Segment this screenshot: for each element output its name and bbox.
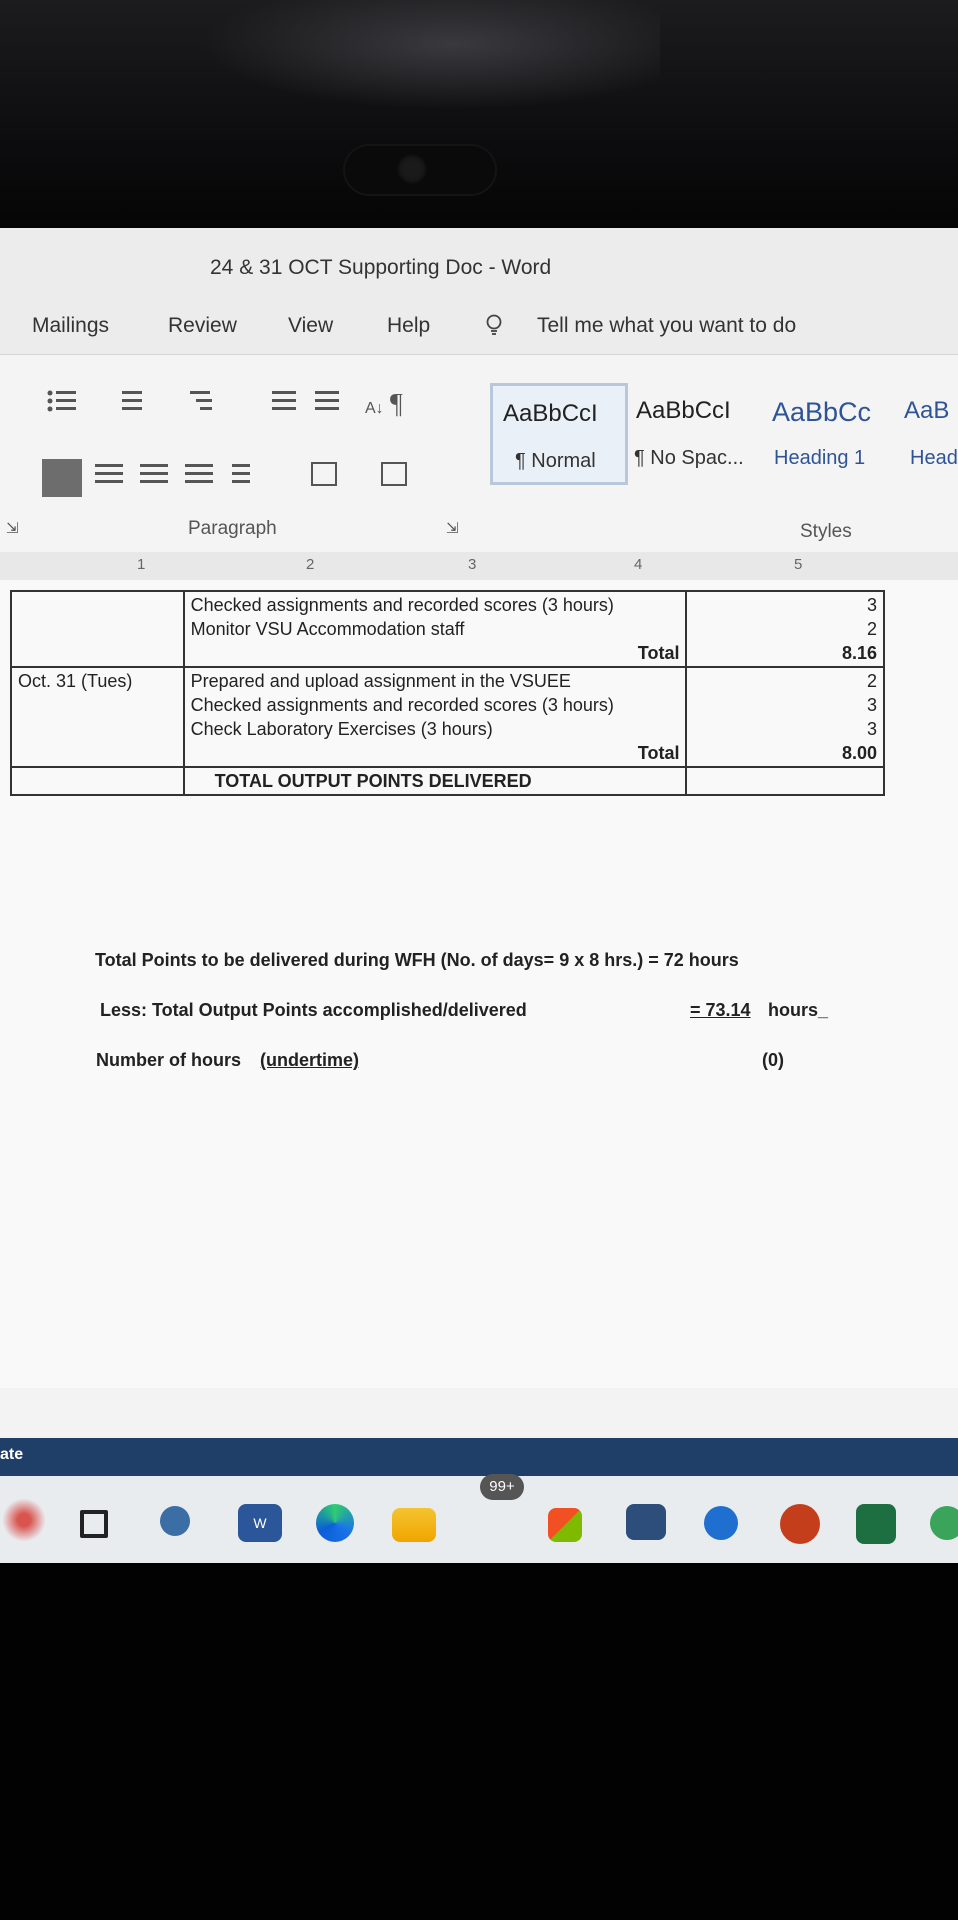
taskbar [0, 1476, 958, 1563]
menu-bar [0, 298, 958, 355]
font-launcher-icon[interactable]: ⇲ [6, 520, 19, 537]
styles-group-label: Styles [800, 521, 852, 542]
window-title: 24 & 31 OCT Supporting Doc - Word [210, 256, 552, 279]
summary-less-label: Less: Total Output Points accomplished/delivered [100, 1000, 527, 1020]
table-row [11, 591, 884, 667]
laptop-bezel-bottom [0, 1563, 958, 1920]
powerpoint-icon[interactable] [780, 1504, 820, 1544]
summary-hours-label: Number of hours [96, 1050, 242, 1070]
edge-icon[interactable] [316, 1504, 354, 1542]
summary-undertime-link: (undertime) [260, 1050, 359, 1070]
word-icon[interactable]: W [238, 1504, 282, 1542]
menu-mailings[interactable]: Mailings [32, 314, 110, 337]
table-row [11, 667, 884, 767]
paragraph-group-label: Paragraph [188, 518, 277, 539]
date-cell [11, 591, 184, 667]
chrome-icon[interactable] [930, 1506, 958, 1540]
webcam [345, 146, 495, 194]
table-row-grand-total: TOTAL OUTPUT POINTS DELIVERED [11, 767, 884, 795]
menu-help[interactable]: Help [387, 314, 431, 337]
menu-review[interactable]: Review [168, 314, 237, 337]
excel-icon[interactable] [856, 1504, 896, 1544]
summary-less-unit: hours_ [768, 1000, 829, 1020]
summary-less-value: = 73.14 [690, 1000, 751, 1020]
date-cell: Oct. 31 (Tues) [11, 667, 184, 767]
svg-text:A↓: A↓ [365, 400, 384, 417]
notification-badge: 99+ [480, 1474, 524, 1500]
status-bar [0, 1438, 958, 1476]
style-heading-1[interactable]: AaBbCc Heading 1 [772, 397, 872, 469]
start-icon[interactable] [2, 1498, 46, 1542]
screen [0, 228, 958, 1563]
copilot-icon[interactable] [704, 1506, 738, 1540]
output-table [10, 590, 885, 796]
files-icon[interactable] [392, 1508, 436, 1542]
status-text: ate [0, 1446, 24, 1463]
summary-hours-value: (0) [762, 1050, 784, 1070]
svg-text:¶: ¶ [390, 389, 403, 420]
style-heading-2[interactable]: AaB Head [904, 397, 958, 469]
tell-me-search[interactable]: Tell me what you want to do [537, 314, 797, 337]
laptop-bezel-top [0, 0, 958, 228]
summary-total-points: Total Points to be delivered during WFH (No. of days= 9 x 8 hrs.) = 72 hours [95, 950, 739, 970]
paragraph-launcher-icon[interactable]: ⇲ [446, 520, 459, 537]
title-bar [0, 228, 958, 298]
menu-view[interactable]: View [288, 314, 334, 337]
style-no-spacing[interactable]: AaBbCcI ¶ No Spac... [634, 397, 744, 469]
ruler[interactable]: 1 2 3 4 5 [0, 552, 958, 581]
explorer-icon[interactable] [80, 1510, 108, 1538]
ma-app-icon[interactable] [626, 1504, 666, 1540]
items-cell: Prepared and upload assignment in the VSUEE Checked assignments and recorded scores (3 hours) Check Laboratory Exercises (3 hours) Total [184, 667, 687, 767]
store-icon[interactable] [548, 1508, 582, 1542]
lightbulb-icon [485, 314, 503, 336]
points-cell: 2 3 3 8.00 [686, 667, 884, 767]
items-cell: Checked assignments and recorded scores (3 hours) Monitor VSU Accommodation staff Total [184, 591, 687, 667]
points-cell: 3 2 8.16 [686, 591, 884, 667]
camera-icon[interactable] [160, 1506, 190, 1536]
paragraph-tools[interactable] [40, 379, 440, 499]
ribbon [0, 355, 958, 553]
style-normal[interactable]: AaBbCcI ¶ Normal [490, 383, 628, 485]
